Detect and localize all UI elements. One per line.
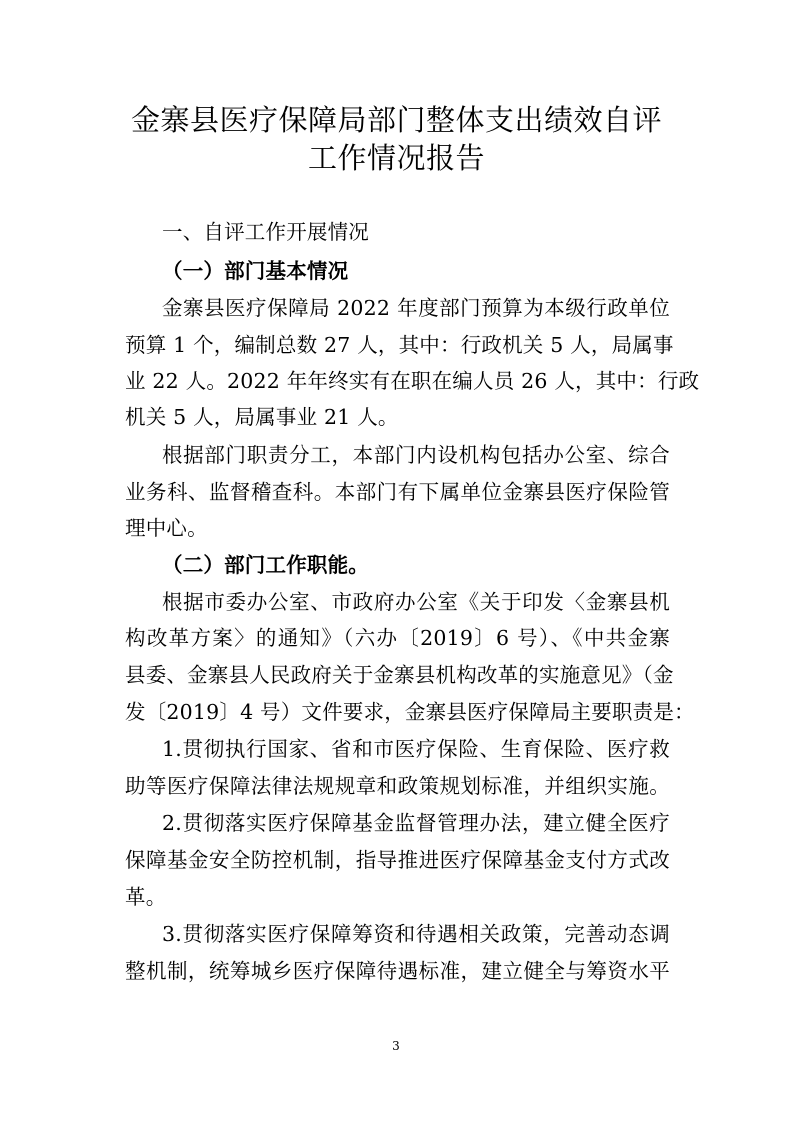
- paragraph-line: 发〔2019〕4 号）文件要求，金寨县医疗保障局主要职责是：: [125, 700, 695, 724]
- paragraph-line: 根据部门职责分工，本部门内设机构包括办公室、综合: [162, 443, 670, 467]
- document-title-line-1: 金寨县医疗保障局部门整体支出绩效自评: [130, 103, 662, 137]
- paragraph-line: 构改革方案〉的通知》（六办〔2019〕6 号）、《中共金寨: [125, 626, 670, 650]
- list-item-line: 保障基金安全防控机制，指导推进医疗保障基金支付方式改: [125, 848, 670, 872]
- page-number: 3: [392, 1039, 400, 1053]
- subsection-heading: （一）部门基本情况: [162, 259, 349, 283]
- paragraph-line: 预算 1 个，编制总数 27 人，其中：行政机关 5 人，局属事: [125, 333, 674, 357]
- subsection-heading: （二）部门工作职能。: [162, 553, 369, 577]
- list-item-line: 1.贯彻执行国家、省和市医疗保险、生育保险、医疗救: [162, 737, 670, 761]
- list-item-line: 2.贯彻落实医疗保障基金监督管理办法，建立健全医疗: [162, 811, 670, 835]
- list-item-line: 助等医疗保障法律法规规章和政策规划标准，并组织实施。: [125, 774, 670, 798]
- list-item-line: 3.贯彻落实医疗保障筹资和待遇相关政策，完善动态调: [162, 922, 670, 946]
- paragraph-line: 业 22 人。2022 年年终实有在职在编人员 26 人，其中：行政: [125, 369, 700, 393]
- list-item-line: 革。: [125, 885, 167, 909]
- paragraph-line: 县委、金寨县人民政府关于金寨县机构改革的实施意见》（金: [125, 663, 674, 687]
- paragraph-line: 金寨县医疗保障局 2022 年度部门预算为本级行政单位: [162, 296, 670, 320]
- paragraph-line: 机关 5 人，局属事业 21 人。: [125, 405, 399, 429]
- list-item-line: 整机制，统筹城乡医疗保障待遇标准，建立健全与筹资水平: [125, 959, 670, 983]
- paragraph-line: 业务科、监督稽查科。本部门有下属单位金寨县医疗保险管: [125, 480, 670, 504]
- section-heading: 一、自评工作开展情况: [162, 220, 369, 244]
- paragraph-line: 理中心。: [125, 516, 208, 540]
- paragraph-line: 根据市委办公室、市政府办公室《关于印发〈金寨县机: [162, 590, 670, 614]
- document-title-line-2: 工作情况报告: [307, 141, 485, 175]
